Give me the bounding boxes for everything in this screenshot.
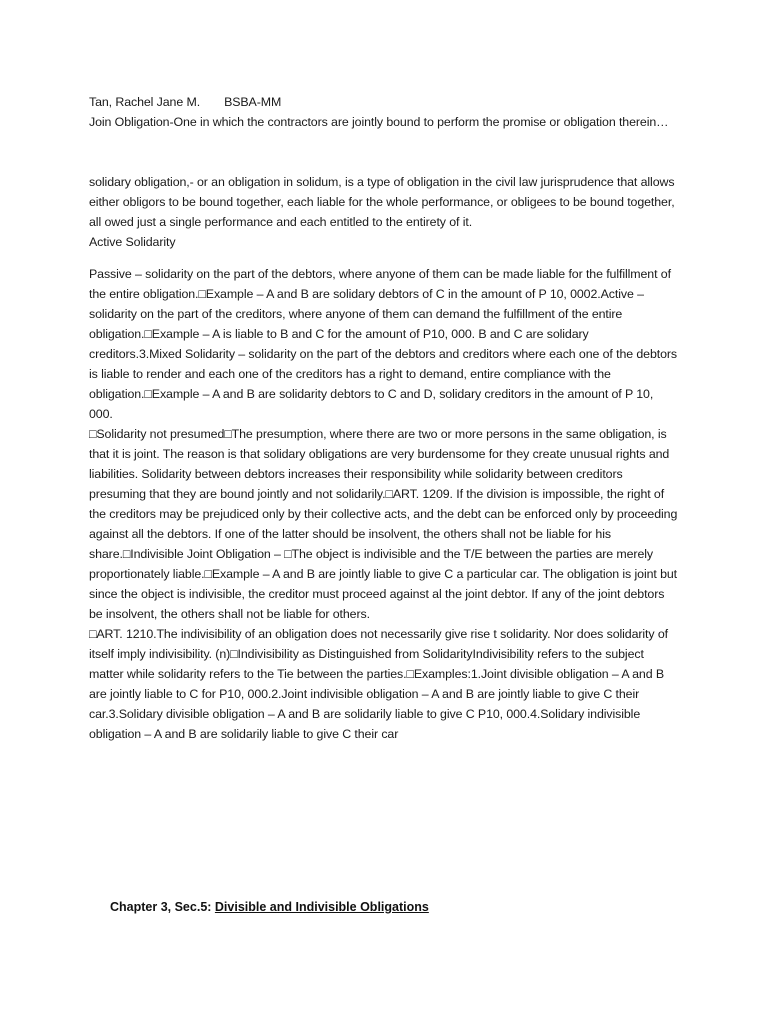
author-name: Tan, Rachel Jane M. — [89, 95, 201, 109]
paragraph-solidarity-not-presumed: □Solidarity not presumed□The presumption, where there are two or more persons in the same obligation, is that it is joint. The reason is that solidary obligations are very burdensome for they create unusual rights and liabilities. Solidarity between debtors increases their responsibility while solidarity between creditors presuming that they are bound jointly and not solidarily.□ART. 1209. If the division is impossible, the right of the creditors may be prejudiced only by their collective acts, and the debt can be enforced only by proceeding against all the debtors. If one of the latter should be insolvent, the others shall not be liable for his share.□Indivisible Joint Obligation – □The object is indivisible and the T/E between the parties are merely proportionately liable.□Example – A and B are jointly liable to give C a particular car. The obligation is joint but since the object is indivisible, the creditor must proceed against al the joint debtor. If any of the joint debtors be insolvent, the others shall not be liable for others. — [89, 427, 678, 621]
author-line — [89, 92, 679, 112]
chapter-heading — [110, 900, 429, 914]
paragraph-art-1210: □ART. 1210.The indivisibility of an obligation does not necessarily give rise t solidarity. Nor does solidarity of itself imply indivisibility. (n)□Indivisibility as Distinguished from SolidarityIndivisibility refers to the subject matter while solidarity refers to the Tie between the parties.□Examples:1.Joint divisible obligation – A and B are jointly liable to C for P10, 000.2.Joint indivisible obligation – A and B are jointly liable to give C their car.3.Solidary divisible obligation – A and B are solidarily liable to give C P10, 000.4.Solidary indivisible obligation – A and B are solidarily liable to give C their car — [89, 627, 668, 741]
paragraph-joint-obligation: Join Obligation-One in which the contractors are jointly bound to perform the promise or obligation therein… — [89, 115, 669, 129]
program-label: BSBA-MM — [224, 95, 282, 109]
chapter-prefix: Chapter 3, Sec.5: — [110, 900, 215, 914]
chapter-title: Divisible and Indivisible Obligations — [214, 900, 429, 914]
document-body — [89, 92, 679, 744]
paragraph-solidary-obligation: solidary obligation,- or an obligation in solidum, is a type of obligation in the civil law jurisprudence that allows either obligors to be bound together, each liable for the whole performance, or obligees to be bound together, all owed just a single performance and each entitled to the entirety of it. — [89, 175, 675, 229]
blank-space — [89, 132, 679, 172]
paragraph-kinds-of-solidarity: Passive – solidarity on the part of the debtors, where anyone of them can be made liable for the fulfillment of the entire obligation.□Example – A and B are solidary debtors of C in the amount of P 10, 0002.Active – solidarity on the part of the creditors, where anyone of them can demand the fulfillment of the entire obligation.□Example – A is liable to B and C for the amount of P10, 000. B and C are solidary creditors.3.Mixed Solidarity – solidarity on the part of the debtors and creditors where each one of the debtors is liable to render and each one of the creditors has a right to demand, entire compliance with the obligation.□Example – A and B are solidarity debtors to C and D, solidary creditors in the amount of P 10, 000. — [89, 267, 678, 421]
heading-active-solidarity: Active Solidarity — [89, 235, 176, 249]
